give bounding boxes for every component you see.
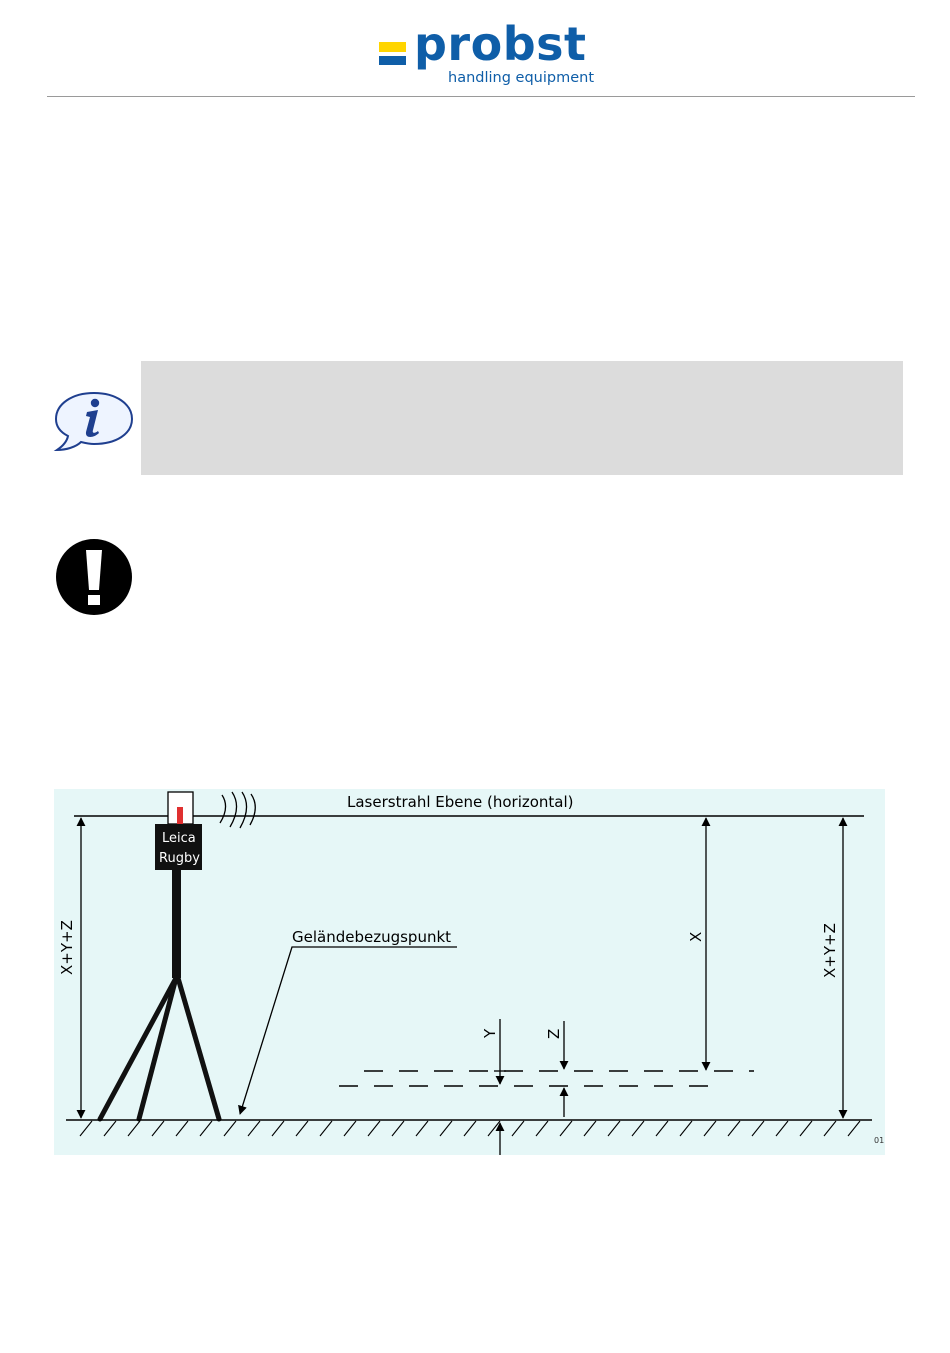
header-divider bbox=[47, 96, 915, 97]
device-label-line1: Leica bbox=[162, 831, 196, 846]
laser-sensor-red bbox=[177, 807, 183, 824]
info-note-box bbox=[141, 361, 903, 475]
laser-leveling-diagram bbox=[54, 789, 885, 1155]
right-dimension-label: X+Y+Z bbox=[821, 923, 839, 978]
ground-hatching bbox=[80, 1121, 860, 1136]
y-label: Y bbox=[481, 1028, 499, 1038]
figure-number: 01 bbox=[874, 1136, 885, 1145]
tripod-pole bbox=[172, 870, 181, 978]
device-label-line2: Rugby bbox=[159, 851, 200, 866]
z-label: Z bbox=[545, 1028, 563, 1039]
tripod-legs bbox=[100, 978, 219, 1119]
logo-blue-bar bbox=[379, 56, 406, 65]
reference-point-leader bbox=[240, 947, 457, 1114]
exclamation-circle-icon bbox=[55, 538, 133, 616]
logo-wordmark: probst bbox=[414, 17, 587, 71]
logo-yellow-bar bbox=[379, 42, 406, 52]
reference-point-label: Geländebezugspunkt bbox=[292, 928, 452, 946]
probst-logo bbox=[376, 17, 596, 90]
x-label: X bbox=[687, 931, 705, 942]
logo-tagline: handling equipment bbox=[448, 70, 594, 86]
left-dimension-label: X+Y+Z bbox=[58, 920, 76, 975]
laser-plane-label: Laserstrahl Ebene (horizontal) bbox=[347, 793, 574, 811]
signal-waves-icon bbox=[220, 792, 255, 828]
info-speech-bubble-icon bbox=[52, 390, 136, 454]
